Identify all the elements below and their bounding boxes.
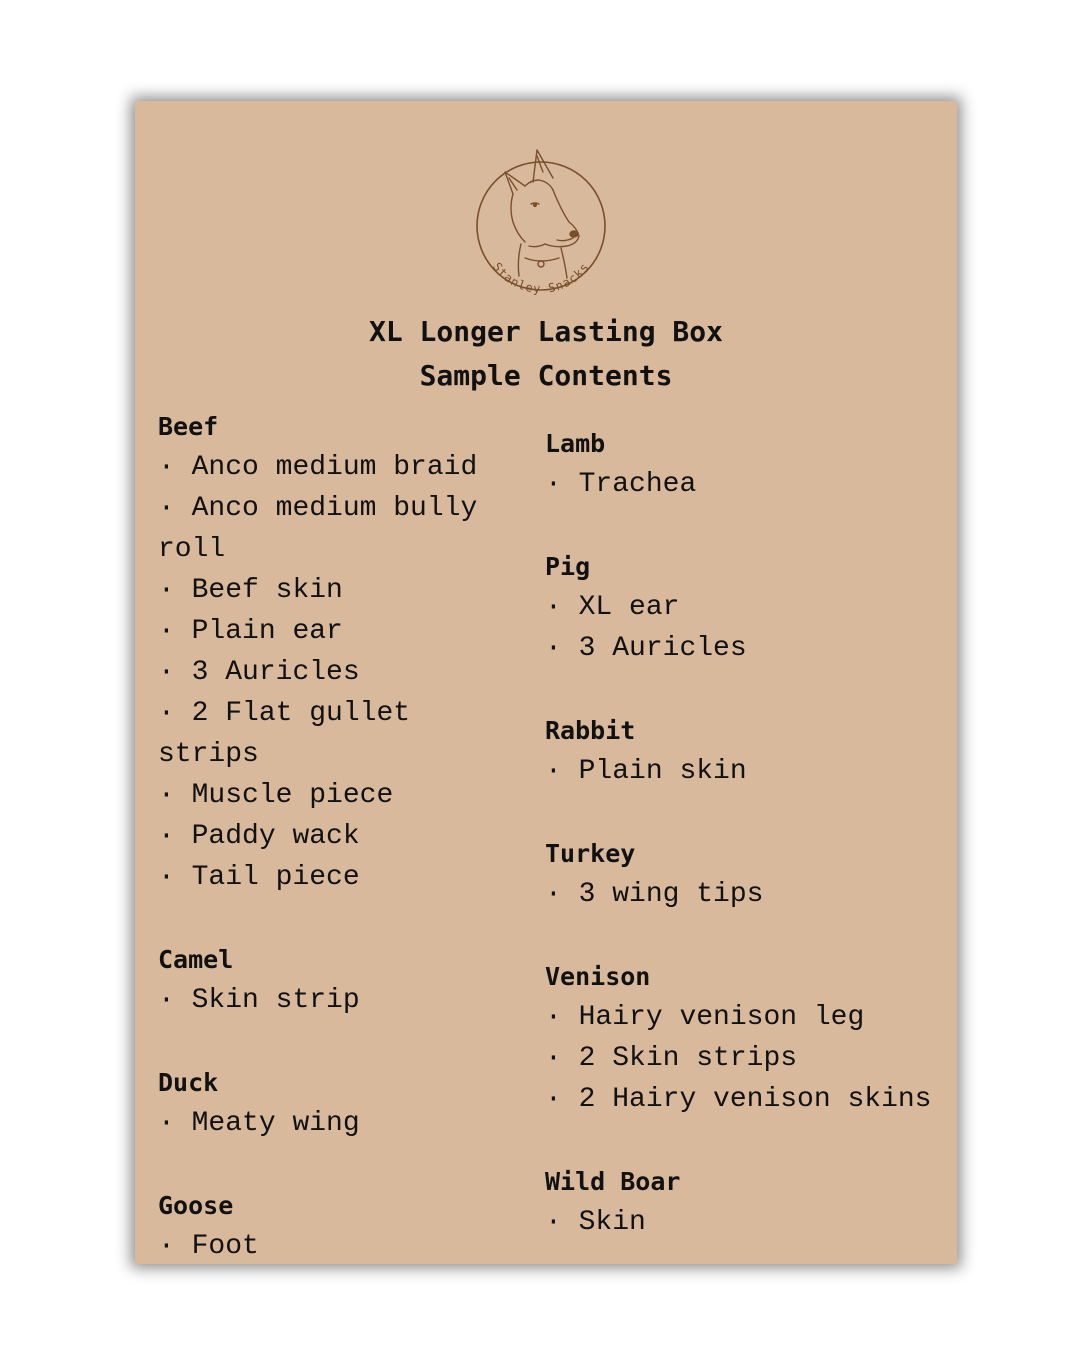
section-pig bbox=[545, 546, 957, 669]
item-list bbox=[545, 1202, 957, 1243]
item-label: Beef skin bbox=[191, 575, 343, 606]
section-heading: Goose bbox=[158, 1191, 234, 1220]
section-duck bbox=[158, 1062, 503, 1144]
list-item bbox=[545, 751, 957, 792]
item-label: Plain ear bbox=[191, 616, 343, 647]
list-item bbox=[158, 570, 503, 611]
item-list bbox=[158, 1226, 503, 1264]
list-item bbox=[158, 652, 503, 693]
bullet-icon: · bbox=[158, 1108, 175, 1139]
list-item bbox=[158, 775, 503, 816]
item-label: Paddy wack bbox=[191, 821, 360, 852]
item-label: Tail piece bbox=[191, 862, 360, 893]
list-item bbox=[545, 1038, 957, 1079]
bullet-icon: · bbox=[545, 1002, 562, 1033]
right-column bbox=[545, 423, 957, 1264]
bullet-icon: · bbox=[158, 780, 175, 811]
list-item bbox=[158, 980, 503, 1021]
section-lamb bbox=[545, 423, 957, 505]
list-item bbox=[158, 1226, 503, 1264]
list-item bbox=[545, 464, 957, 505]
section-goose bbox=[158, 1185, 503, 1264]
section-rabbit bbox=[545, 710, 957, 792]
section-heading: Duck bbox=[158, 1068, 219, 1097]
item-label: 3 Auricles bbox=[578, 633, 747, 664]
list-item bbox=[545, 997, 957, 1038]
item-label: Hairy venison leg bbox=[578, 1002, 865, 1033]
section-heading: Beef bbox=[158, 412, 219, 441]
item-label: Foot bbox=[191, 1231, 259, 1262]
item-label: Trachea bbox=[578, 469, 697, 500]
bullet-icon: · bbox=[545, 1043, 562, 1074]
section-heading: Turkey bbox=[545, 839, 636, 868]
bullet-icon: · bbox=[545, 1207, 562, 1238]
item-label: Skin strip bbox=[191, 985, 360, 1016]
section-venison bbox=[545, 956, 957, 1120]
bullet-icon: · bbox=[158, 452, 175, 483]
page-title: XL Longer Lasting Box bbox=[368, 315, 723, 348]
bullet-icon: · bbox=[545, 592, 562, 623]
list-item bbox=[158, 693, 503, 775]
section-heading: Wild Boar bbox=[545, 1167, 681, 1196]
contents-card bbox=[135, 101, 957, 1264]
item-label: 2 Hairy venison skins bbox=[578, 1084, 932, 1115]
section-heading: Rabbit bbox=[545, 716, 636, 745]
bullet-icon: · bbox=[158, 698, 175, 729]
left-column bbox=[158, 406, 503, 1264]
list-item bbox=[545, 587, 957, 628]
section-heading: Pig bbox=[545, 552, 591, 581]
item-label: Meaty wing bbox=[191, 1108, 360, 1139]
section-heading: Venison bbox=[545, 962, 651, 991]
item-list bbox=[158, 980, 503, 1021]
list-item bbox=[158, 447, 503, 488]
bullet-icon: · bbox=[158, 862, 175, 893]
bullet-icon: · bbox=[158, 985, 175, 1016]
list-item bbox=[158, 611, 503, 652]
page-subtitle: Sample Contents bbox=[419, 359, 673, 392]
logo-text: Stanley Snacks bbox=[489, 259, 593, 296]
bullet-icon: · bbox=[158, 1231, 175, 1262]
section-heading: Lamb bbox=[545, 429, 606, 458]
bullet-icon: · bbox=[158, 657, 175, 688]
item-label: 3 Auricles bbox=[191, 657, 360, 688]
dog-head-logo-icon bbox=[473, 148, 609, 308]
svg-text:Stanley Snacks bbox=[490, 260, 592, 296]
item-list bbox=[158, 1103, 503, 1144]
bullet-icon: · bbox=[545, 756, 562, 787]
item-list bbox=[545, 464, 957, 505]
bullet-icon: · bbox=[158, 493, 175, 524]
bullet-icon: · bbox=[158, 575, 175, 606]
bullet-icon: · bbox=[545, 1084, 562, 1115]
list-item bbox=[545, 628, 957, 669]
list-item bbox=[158, 488, 503, 570]
list-item bbox=[545, 1202, 957, 1243]
item-label: Muscle piece bbox=[191, 780, 394, 811]
bullet-icon: · bbox=[545, 633, 562, 664]
section-beef bbox=[158, 406, 503, 898]
item-list bbox=[545, 874, 957, 915]
item-label: Anco medium braid bbox=[191, 452, 478, 483]
item-label: XL ear bbox=[578, 592, 680, 623]
section-heading: Camel bbox=[158, 945, 234, 974]
item-label: Anco medium bully roll bbox=[158, 493, 478, 565]
item-label: 2 Skin strips bbox=[578, 1043, 798, 1074]
item-label: 2 Flat gullet strips bbox=[158, 698, 411, 770]
list-item bbox=[158, 1103, 503, 1144]
item-list bbox=[545, 587, 957, 669]
list-item bbox=[545, 1079, 957, 1120]
list-item bbox=[158, 816, 503, 857]
item-label: Skin bbox=[578, 1207, 646, 1238]
bullet-icon: · bbox=[545, 879, 562, 910]
item-list bbox=[158, 447, 503, 898]
section-turkey bbox=[545, 833, 957, 915]
bullet-icon: · bbox=[158, 821, 175, 852]
item-label: 3 wing tips bbox=[578, 879, 764, 910]
list-item bbox=[545, 874, 957, 915]
section-wild-boar bbox=[545, 1161, 957, 1243]
item-list bbox=[545, 997, 957, 1120]
item-list bbox=[545, 751, 957, 792]
list-item bbox=[158, 857, 503, 898]
section-camel bbox=[158, 939, 503, 1021]
item-label: Plain skin bbox=[578, 756, 747, 787]
bullet-icon: · bbox=[545, 469, 562, 500]
bullet-icon: · bbox=[158, 616, 175, 647]
